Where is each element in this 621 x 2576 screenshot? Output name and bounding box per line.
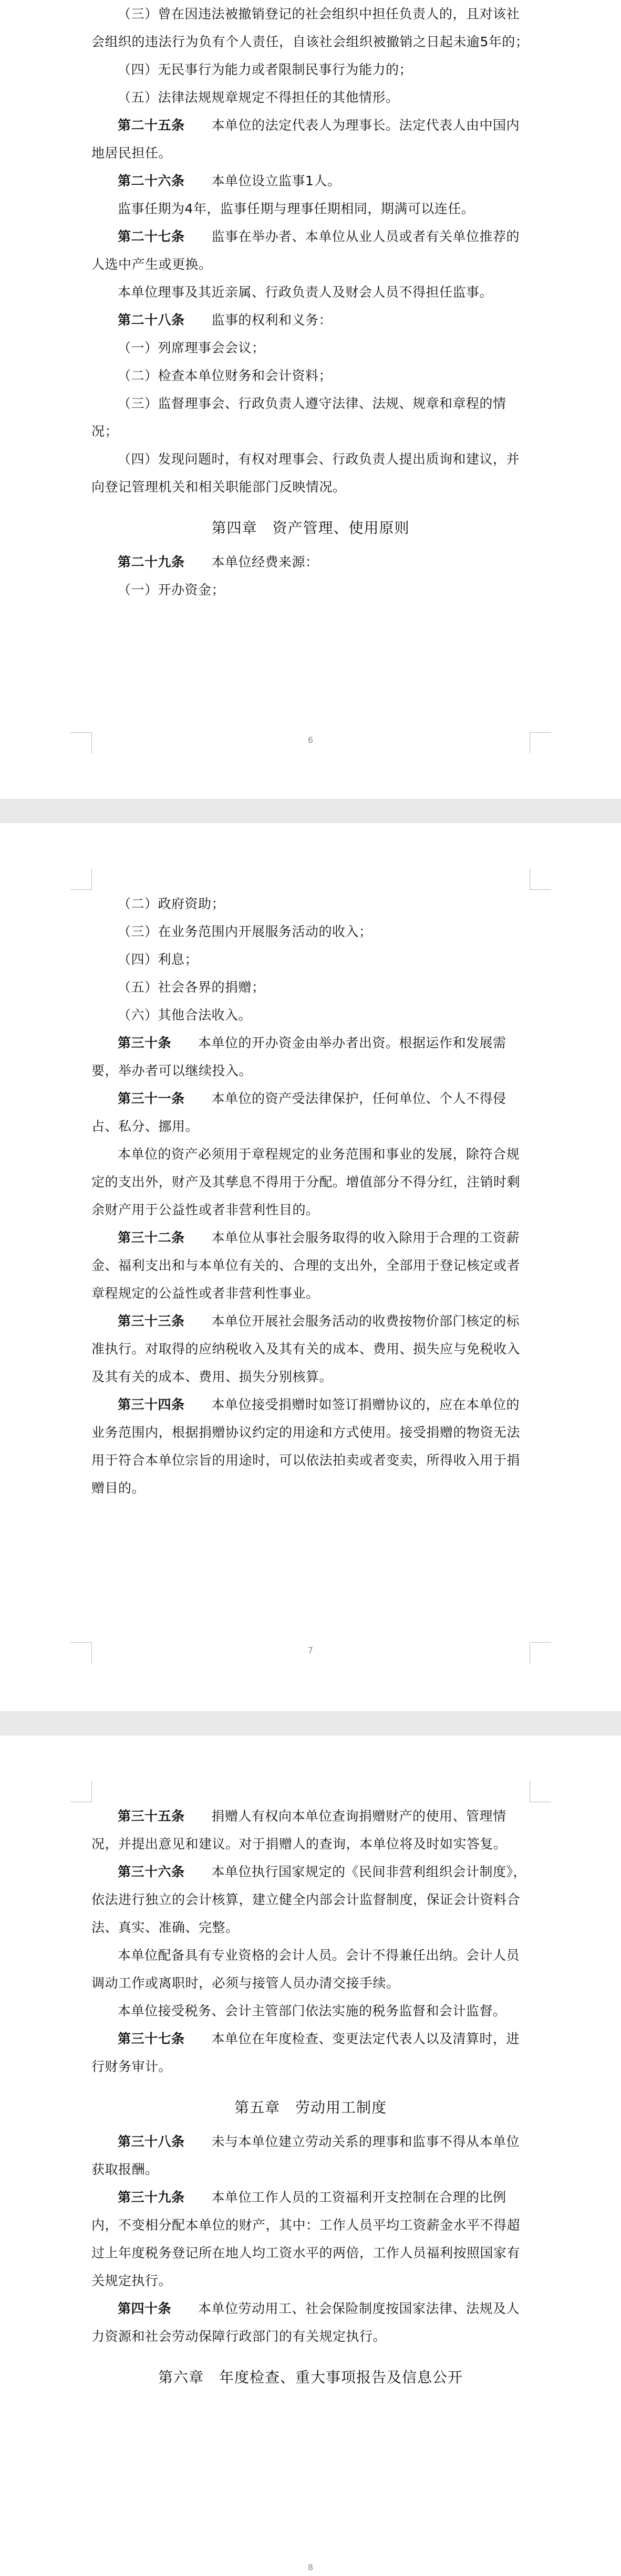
article-paragraph	[91, 1085, 530, 1140]
article-text: 本单位的资产受法律保护，任何单位、个人不得侵占、私分、挪用。	[91, 1091, 506, 1134]
body-paragraph: 本单位配备具有专业资格的会计人员。会计不得兼任出纳。会计人员调动工作或离职时，必须与接管人员办清交接手续。	[91, 1948, 520, 1991]
body-paragraph: 监事任期为4年，监事任期与理事任期相同，期满可以连任。	[118, 201, 475, 216]
article-paragraph	[91, 1858, 530, 1941]
article-label: 第三十六条	[118, 1864, 185, 1879]
page-2-content	[91, 890, 530, 1502]
body-paragraph: （四）发现问题时，有权对理事会、行政负责人提出质询和建议，并向登记管理机关和相关职能部门反映情况。	[91, 451, 520, 495]
chapter-6-heading: 第六章 年度检查、重大事项报告及信息公开	[158, 2369, 463, 2386]
page-number: 6	[307, 735, 314, 745]
article-label: 第三十条	[118, 1035, 172, 1050]
article-spacer	[171, 2301, 198, 2316]
article-text: 本单位设立监事1人。	[211, 173, 341, 188]
article-label: 第三十一条	[118, 1091, 185, 1106]
body-paragraph: （一）列席理事会会议；	[118, 340, 265, 355]
article-paragraph	[91, 167, 530, 195]
article-spacer	[185, 2134, 212, 2149]
article-paragraph	[91, 2128, 530, 2183]
article-label: 第二十八条	[118, 312, 185, 328]
page-separator	[0, 799, 621, 824]
chapter-5-heading: 第五章 劳动用工制度	[234, 2099, 387, 2116]
body-paragraph: （六）其他合法收入。	[118, 1007, 252, 1023]
page-separator	[0, 1711, 621, 1737]
article-paragraph	[91, 306, 530, 334]
article-paragraph	[91, 1391, 530, 1502]
article-text: 本单位劳动用工、社会保险制度按国家法律、法规及人力资源和社会劳动保障行政部门的有关规定执行。	[91, 2301, 520, 2344]
article-spacer	[185, 1864, 212, 1879]
article-spacer	[185, 1091, 212, 1106]
body-paragraph: 本单位的资产必须用于章程规定的业务范围和事业的发展，除符合规定的支出外，财产及其孳息不得用于分配。增值部分不得分红，注销时剩余财产用于公益性或者非营利性目的。	[91, 1147, 521, 1217]
article-text: 捐赠人有权向本单位查询捐赠财产的使用、管理情况，并提出意见和建议。对于捐赠人的查询，本单位将及时如实答复。	[91, 1809, 507, 1852]
article-spacer	[185, 554, 212, 570]
article-spacer	[185, 312, 212, 328]
body-paragraph: （五）社会各界的捐赠；	[118, 980, 265, 995]
article-text: 未与本单位建立劳动关系的理事和监事不得从本单位获取报酬。	[91, 2134, 520, 2177]
article-spacer	[185, 1397, 212, 1412]
body-paragraph: （二）检查本单位财务和会计资料；	[118, 368, 333, 383]
body-paragraph: （一）开办资金；	[118, 582, 225, 597]
article-paragraph	[91, 2295, 530, 2350]
article-text: 本单位的开办资金由举办者出资。根据运作和发展需要，举办者可以继续投入。	[91, 1035, 506, 1078]
article-text: 本单位接受捐赠时如签订捐赠协议的，应在本单位的业务范围内，根据捐赠协议约定的用途和方式使用。接受捐赠的物资无法用于符合本单位宗旨的用途时，可以依法拍卖或者变卖，所得收入用于捐赠目的。	[91, 1397, 521, 1496]
document-page-2	[0, 823, 621, 1711]
document-page-1	[0, 0, 621, 799]
article-label: 第三十三条	[118, 1313, 185, 1329]
body-paragraph: （二）政府资助；	[118, 896, 225, 911]
page-corner-mark	[70, 868, 92, 890]
article-spacer	[185, 173, 212, 188]
article-text: 本单位在年度检查、变更法定代表人以及清算时，进行财务审计。	[91, 2031, 520, 2074]
article-text: 本单位工作人员的工资福利开支控制在合理的比例内，不变相分配本单位的财产，其中：工作人员平均工资薪金水平不得超过上年度税务登记所在地人均工资水平的两倍，工作人员福利按照国家有关规定执行。	[91, 2190, 521, 2288]
body-paragraph: （三）曾在因违法被撤销登记的社会组织中担任负责人的，且对该社会组织的违法行为负有个人责任，自该社会组织被撤销之日起未逾5年的；	[91, 6, 529, 49]
document-page-3	[0, 1736, 621, 2576]
article-label: 第三十七条	[118, 2031, 185, 2046]
article-paragraph	[91, 1224, 530, 1307]
article-spacer	[185, 1313, 212, 1329]
page-number: 7	[307, 1645, 314, 1655]
article-label: 第三十四条	[118, 1397, 185, 1412]
article-label: 第二十九条	[118, 554, 185, 570]
page-corner-mark	[530, 868, 551, 890]
body-paragraph: （三）在业务范围内开展服务活动的收入；	[118, 924, 372, 939]
article-label: 第三十五条	[118, 1809, 185, 1824]
article-text: 本单位从事社会服务取得的收入除用于合理的工资薪金、福利支出和与本单位有关的、合理的支出外，全部用于登记核定或者章程规定的公益性或者非营利性事业。	[91, 1230, 521, 1301]
article-text: 监事在举办者、本单位从业人员或者有关单位推荐的人选中产生或更换。	[91, 229, 520, 272]
page-number: 8	[307, 2562, 314, 2572]
article-paragraph	[91, 1307, 530, 1391]
page-1-content	[91, 0, 530, 604]
body-paragraph: （四）利息；	[118, 952, 199, 967]
article-label: 第二十五条	[118, 118, 185, 133]
body-paragraph: （三）监督理事会、行政负责人遵守法律、法规、规章和章程的情况；	[91, 396, 506, 439]
article-paragraph	[91, 2025, 530, 2080]
article-paragraph	[91, 1029, 530, 1085]
article-label: 第三十二条	[118, 1230, 185, 1245]
body-paragraph: （五）法律法规规章规定不得担任的其他情形。	[118, 90, 399, 105]
article-text: 本单位开展社会服务活动的收费按物价部门核定的标准执行。对取得的应纳税收入及其有关的成本、费用、损失应与免税收入及其有关的成本、费用、损失分别核算。	[91, 1313, 521, 1384]
page-corner-mark	[530, 1781, 551, 1802]
article-spacer	[185, 118, 212, 133]
article-paragraph	[91, 548, 530, 576]
article-spacer	[185, 1809, 212, 1824]
article-paragraph	[91, 223, 530, 278]
article-text: 本单位执行国家规定的《民间非营利组织会计制度》，依法进行独立的会计核算，建立健全内部会计监督制度，保证会计资料合法、真实、准确、完整。	[91, 1864, 527, 1935]
article-paragraph	[91, 111, 530, 167]
article-text: 本单位的法定代表人为理事长。法定代表人由中国内地居民担任。	[91, 118, 520, 161]
article-label: 第四十条	[118, 2301, 172, 2316]
article-label: 第二十六条	[118, 173, 185, 188]
article-label: 第三十八条	[118, 2134, 185, 2149]
article-spacer	[185, 2190, 212, 2205]
article-paragraph	[91, 1802, 530, 1858]
page-corner-mark	[70, 1781, 92, 1802]
body-paragraph: 本单位接受税务、会计主管部门依法实施的税务监督和会计监督。	[118, 2003, 506, 2018]
article-spacer	[185, 2031, 212, 2046]
article-label: 第二十七条	[118, 229, 185, 244]
body-paragraph: （四）无民事行为能力或者限制民事行为能力的；	[118, 62, 413, 77]
article-paragraph	[91, 2183, 530, 2295]
article-spacer	[171, 1035, 198, 1050]
article-text: 本单位经费来源：	[211, 554, 319, 570]
page-3-content	[91, 1802, 530, 2398]
body-paragraph: 本单位理事及其近亲属、行政负责人及财会人员不得担任监事。	[118, 285, 493, 300]
article-label: 第三十九条	[118, 2190, 185, 2205]
article-spacer	[185, 1230, 212, 1245]
article-spacer	[185, 229, 212, 244]
chapter-4-heading: 第四章 资产管理、使用原则	[211, 519, 410, 537]
article-text: 监事的权利和义务：	[211, 312, 333, 328]
